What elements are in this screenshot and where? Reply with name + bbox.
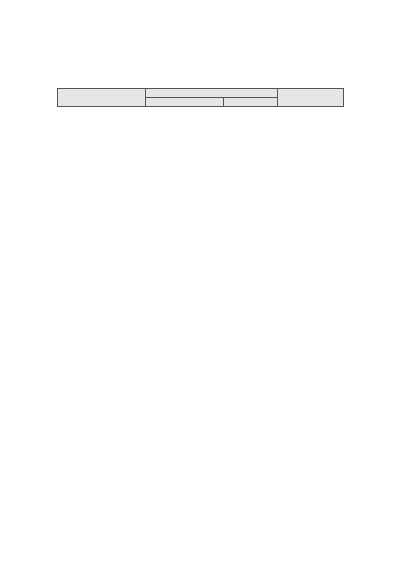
header-goal-group <box>146 89 278 98</box>
header-timing <box>146 98 224 107</box>
header-method <box>278 89 344 107</box>
header-target <box>224 98 278 107</box>
header-process <box>58 89 146 107</box>
process-eval-table <box>57 88 344 107</box>
